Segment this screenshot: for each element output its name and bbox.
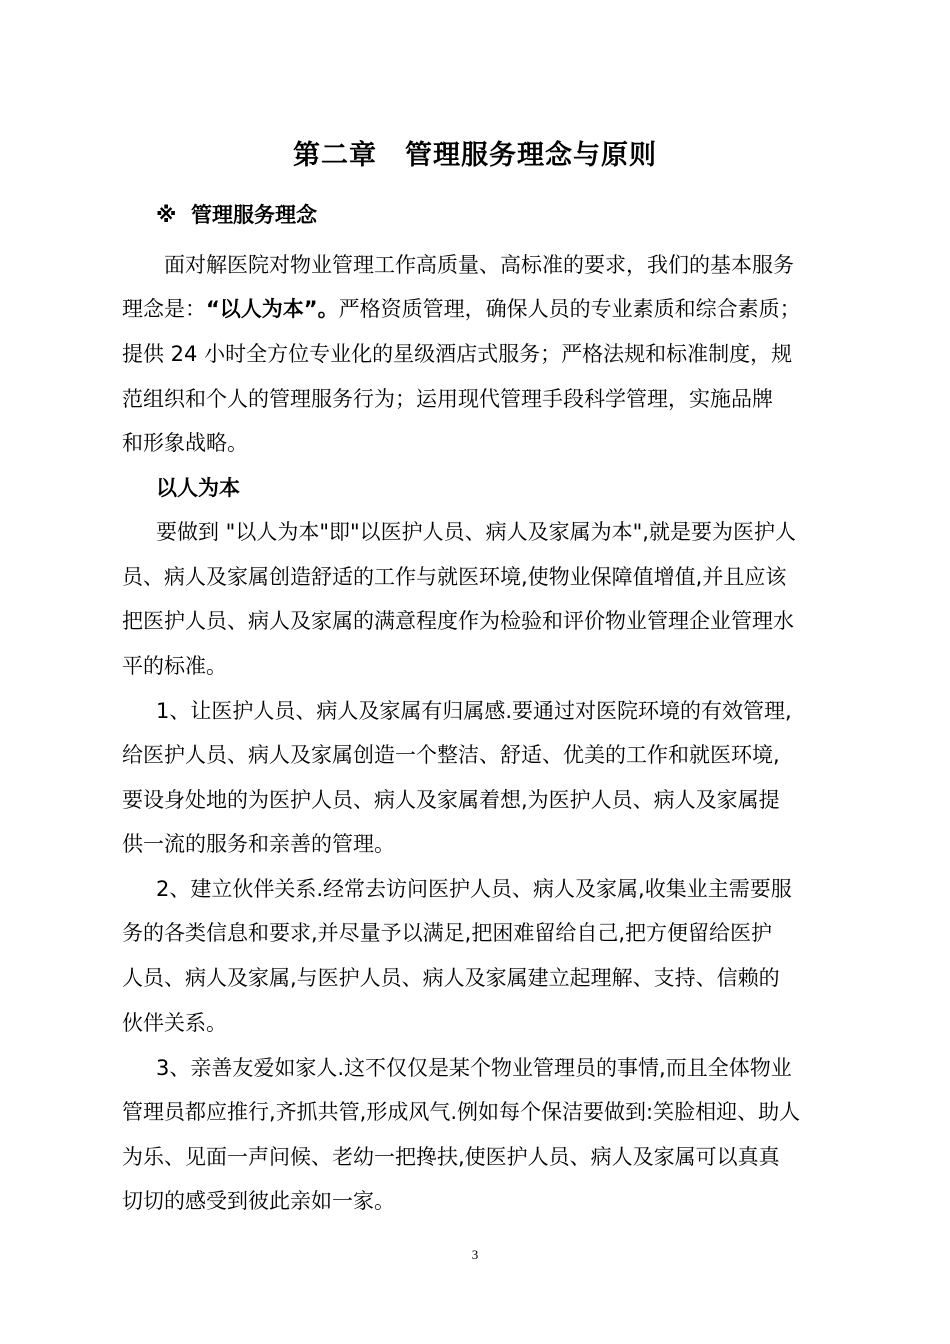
list-item-line: 要设身处地的为医护人员、病人及家属着想,为医护人员、病人及家属提 bbox=[122, 788, 780, 812]
intro-text: 严格资质管理，确保人员的专业素质和综合素质； bbox=[338, 297, 801, 321]
paragraph-line: 要做到 "以人为本"即"以医护人员、病人及家属为本",就是要为医护人 bbox=[156, 520, 796, 544]
list-item-line: 3、亲善友爱如家人.这不仅仅是某个物业管理员的事情,而且全体物业 bbox=[156, 1056, 792, 1080]
intro-text: 理念是： bbox=[122, 297, 206, 321]
list-item-line: 1、让医护人员、病人及家属有归属感.要通过对医院环境的有效管理, bbox=[156, 699, 792, 723]
subheading: 以人为本 bbox=[156, 476, 240, 500]
paragraph-line: 平的标准。 bbox=[122, 654, 227, 678]
list-item-line: 务的各类信息和要求,并尽量予以满足,把困难留给自己,把方便留给医护 bbox=[122, 921, 773, 945]
list-item-line: 供一流的服务和亲善的管理。 bbox=[122, 832, 395, 856]
paragraph-line: 员、病人及家属创造舒适的工作与就医环境,使物业保障值增值,并且应该 bbox=[122, 565, 787, 589]
intro-line bbox=[122, 294, 842, 324]
list-item-line: 给医护人员、病人及家属创造一个整洁、舒适、优美的工作和就医环境, bbox=[122, 743, 780, 767]
list-item-line: 为乐、见面一声问候、老幼一把搀扶,使医护人员、病人及家属可以真真 bbox=[122, 1145, 780, 1169]
intro-line: 和形象战略。 bbox=[122, 431, 248, 455]
chapter-title: 第二章 管理服务理念与原则 bbox=[293, 140, 657, 171]
list-item-line: 伙伴关系。 bbox=[122, 1011, 227, 1035]
list-item-line: 切切的感受到彼此亲如一家。 bbox=[122, 1189, 395, 1213]
intro-line: 提供 24 小时全方位专业化的星级酒店式服务；严格法规和标准制度，规 bbox=[122, 342, 793, 366]
list-item-line: 人员、病人及家属,与医护人员、病人及家属建立起理解、支持、信赖的 bbox=[122, 966, 780, 990]
list-item-line: 2、建立伙伴关系.经常去访问医护人员、病人及家属,收集业主需要服 bbox=[156, 877, 792, 901]
intro-line: 范组织和个人的管理服务行为；运用现代管理手段科学管理，实施品牌 bbox=[122, 387, 773, 411]
list-item-line: 管理员都应推行,齐抓共管,形成风气.例如每个保洁要做到:笑脸相迎、助人 bbox=[122, 1100, 801, 1124]
intro-emphasis: “以人为本”。 bbox=[206, 297, 339, 321]
page-number: 3 bbox=[471, 1247, 479, 1262]
intro-line: 面对解医院对物业管理工作高质量、高标准的要求，我们的基本服务 bbox=[164, 253, 794, 277]
section-heading: ※ 管理服务理念 bbox=[156, 203, 318, 227]
paragraph-line: 把医护人员、病人及家属的满意程度作为检验和评价物业管理企业管理水 bbox=[122, 609, 794, 633]
